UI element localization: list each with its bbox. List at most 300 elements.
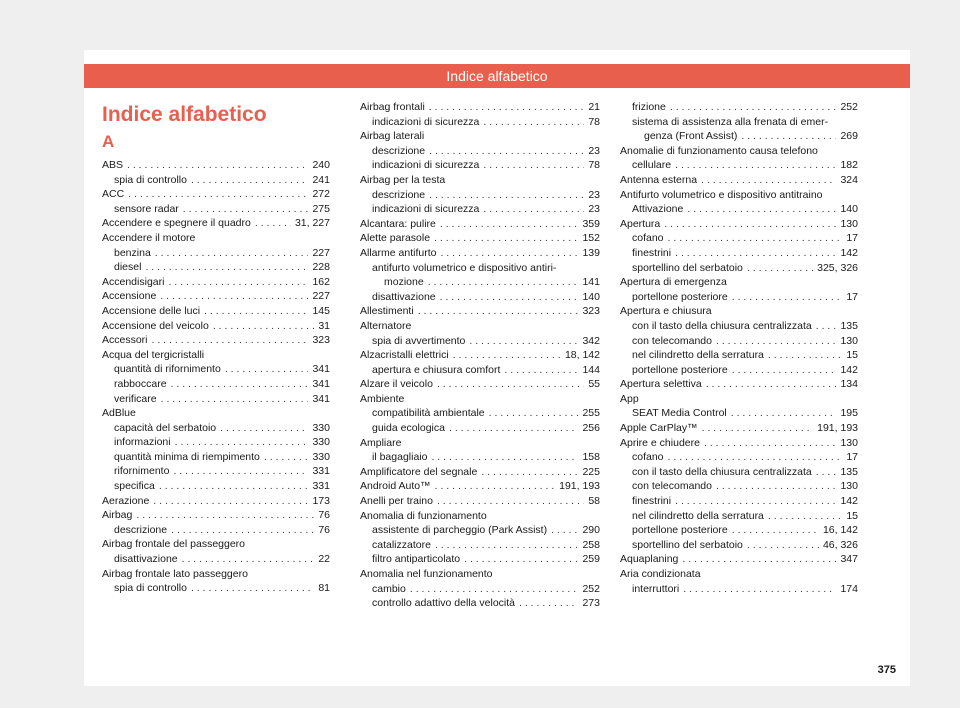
entry-term: mozione (384, 276, 424, 289)
index-entry (620, 538, 858, 553)
entry-term: portellone posteriore (632, 363, 728, 376)
index-entry (620, 509, 858, 524)
dot-leader (440, 246, 578, 261)
entry-page-ref[interactable]: 228 (312, 261, 330, 274)
entry-page-ref[interactable]: 23 (588, 188, 600, 201)
entry-page-ref[interactable]: 323 (582, 305, 600, 318)
dot-leader (182, 552, 315, 567)
entry-term: compatibilità ambientale (372, 407, 485, 420)
index-entry (620, 261, 858, 276)
dot-leader (747, 538, 819, 553)
dot-leader (159, 479, 309, 494)
entry-page-ref[interactable]: 142 (840, 246, 858, 259)
index-entry (360, 538, 600, 553)
dot-leader (204, 304, 308, 319)
dot-leader (483, 115, 584, 130)
index-entry (102, 362, 330, 377)
index-heading: Anomalia nel funzionamento (360, 568, 493, 580)
index-entry (620, 406, 858, 421)
index-column-2 (360, 100, 600, 611)
index-entry (620, 377, 858, 392)
entry-page-ref[interactable]: 342 (582, 334, 600, 347)
entry-page-ref[interactable]: 174 (840, 582, 858, 595)
entry-page-ref[interactable]: 275 (312, 202, 330, 215)
index-entry (360, 465, 600, 480)
index-heading: Accendere il motore (102, 231, 196, 244)
dot-leader (255, 216, 291, 231)
index-entry (620, 494, 858, 509)
entry-page-ref[interactable]: 256 (582, 422, 600, 435)
entry-term: nel cilindretto della serratura (632, 349, 764, 362)
dot-leader (481, 465, 578, 480)
entry-term: cambio (372, 582, 406, 595)
entry-term: indicazioni di sicurezza (372, 115, 480, 128)
dot-leader (768, 348, 842, 363)
index-entry (102, 523, 330, 538)
index-entry (360, 231, 600, 246)
dot-leader (161, 392, 309, 407)
dot-leader (418, 304, 579, 319)
index-entry (102, 581, 330, 596)
entry-term: diesel (114, 261, 142, 274)
entry-page-ref[interactable]: 330 (312, 421, 330, 434)
entry-page-ref[interactable]: 341 (312, 363, 330, 376)
entry-term: capacità del serbatoio (114, 421, 217, 434)
index-entry (360, 582, 600, 597)
index-heading: Airbag per la testa (360, 173, 446, 186)
header-banner: Indice alfabetico (84, 64, 910, 88)
entry-page-ref[interactable]: 269 (840, 130, 858, 143)
entry-term: controllo adattivo della velocità (372, 597, 516, 610)
entry-term: cofano (632, 451, 664, 464)
index-entry (360, 421, 600, 436)
entry-page-ref[interactable]: 17 (846, 290, 858, 303)
entry-page-ref[interactable]: 23 (588, 203, 600, 216)
dot-leader (175, 435, 309, 450)
index-entry (102, 158, 330, 173)
entry-page-ref[interactable]: 162 (312, 275, 330, 288)
entry-term: Apertura (620, 217, 661, 230)
index-entry (620, 231, 858, 246)
dot-leader (464, 552, 578, 567)
entry-page-ref[interactable]: 325, 326 (817, 261, 858, 274)
entry-page-ref[interactable]: 144 (582, 363, 600, 376)
index-entry (620, 319, 858, 334)
entry-page-ref[interactable]: 76 (318, 509, 330, 522)
entry-term: il bagagliaio (372, 451, 428, 464)
entry-page-ref[interactable]: 259 (582, 553, 600, 566)
entry-term: Accensione (102, 290, 157, 303)
entry-term: Alzare il veicolo (360, 378, 433, 391)
index-heading: Anomalia di funzionamento (360, 509, 487, 522)
index-heading: antifurto volumetrico e dispositivo antiri- (372, 261, 557, 274)
index-entry (620, 479, 858, 494)
dot-leader (687, 202, 836, 217)
entry-page-ref[interactable]: 17 (846, 232, 858, 245)
entry-term: cellulare (632, 159, 672, 172)
dot-leader (437, 494, 584, 509)
entry-term: quantità di rifornimento (114, 363, 221, 376)
entry-page-ref[interactable]: 341 (312, 392, 330, 405)
entry-page-ref[interactable]: 130 (840, 480, 858, 493)
dot-leader (483, 158, 584, 173)
entry-page-ref[interactable]: 76 (318, 523, 330, 536)
index-entry (360, 246, 600, 261)
dot-leader (682, 552, 836, 567)
entry-term: con telecomando (632, 334, 712, 347)
entry-page-ref[interactable]: 135 (840, 319, 858, 332)
index-heading: AdBlue (102, 407, 136, 420)
dot-leader (747, 261, 813, 276)
entry-page-ref[interactable]: 130 (840, 334, 858, 347)
entry-term: con il tasto della chiusura centralizzata (632, 319, 812, 332)
entry-page-ref[interactable]: 331 (312, 465, 330, 478)
entry-page-ref[interactable]: 18, 142 (564, 349, 600, 362)
entry-page-ref[interactable]: 182 (840, 159, 858, 172)
entry-term: Airbag frontali (360, 101, 425, 113)
index-entry (360, 596, 600, 611)
index-entry (360, 523, 600, 538)
dot-leader (410, 582, 579, 597)
entry-page-ref[interactable]: 273 (582, 597, 600, 610)
dot-leader (701, 173, 836, 188)
dot-leader (551, 523, 578, 538)
entry-term: ACC (102, 188, 125, 201)
entry-page-ref[interactable]: 130 (840, 436, 858, 449)
entry-term: Apertura selettiva (620, 378, 702, 391)
index-entry (620, 523, 858, 538)
entry-page-ref[interactable]: 31 (318, 319, 330, 332)
entry-page-ref[interactable]: 158 (582, 451, 600, 464)
page-number: 375 (877, 664, 896, 676)
dot-leader (435, 538, 579, 553)
dot-leader (220, 421, 308, 436)
dot-leader (816, 465, 837, 480)
dot-leader (152, 333, 309, 348)
dot-leader (171, 377, 309, 392)
entry-page-ref[interactable]: 191, 193 (817, 422, 858, 435)
entry-term: Aquaplaning (620, 553, 679, 566)
entry-page-ref[interactable]: 347 (840, 553, 858, 566)
index-heading: Apertura e chiusura (620, 305, 712, 318)
entry-page-ref[interactable]: 225 (582, 465, 600, 478)
entry-term: verificare (114, 392, 157, 405)
index-heading: Ambiente (360, 392, 405, 405)
entry-page-ref[interactable]: 58 (588, 495, 600, 508)
entry-page-ref[interactable]: 258 (582, 538, 600, 551)
dot-leader (816, 319, 837, 334)
entry-page-ref[interactable]: 140 (840, 203, 858, 216)
dot-leader (519, 596, 578, 611)
index-entry (360, 217, 600, 232)
index-entry (102, 202, 330, 217)
index-entry (102, 479, 330, 494)
index-heading: Anomalie di funzionamento causa telefono (620, 144, 818, 157)
entry-page-ref[interactable]: 139 (582, 246, 600, 259)
index-entry (102, 319, 330, 334)
entry-term: portellone posteriore (632, 290, 728, 303)
index-entry (620, 129, 858, 144)
entry-term: Allarme antifurto (360, 246, 437, 259)
dot-leader (160, 289, 308, 304)
index-entry (620, 100, 858, 115)
dot-leader (668, 450, 843, 465)
dot-leader (435, 479, 555, 494)
entry-page-ref[interactable]: 252 (840, 101, 858, 113)
entry-page-ref[interactable]: 15 (846, 509, 858, 522)
entry-term: apertura e chiusura comfort (372, 363, 501, 376)
entry-page-ref[interactable]: 78 (588, 115, 600, 128)
entry-page-ref[interactable]: 145 (312, 304, 330, 317)
entry-term: Accensione del veicolo (102, 319, 209, 332)
index-entry (620, 582, 858, 597)
index-entry (620, 363, 858, 378)
dot-leader (675, 246, 836, 261)
entry-term: Aerazione (102, 494, 150, 507)
entry-page-ref[interactable]: 323 (312, 334, 330, 347)
dot-leader (429, 188, 584, 203)
dot-leader (768, 509, 842, 524)
entry-page-ref[interactable]: 191, 193 (559, 480, 600, 493)
entry-term: cofano (632, 232, 664, 245)
index-entry (102, 173, 330, 188)
entry-page-ref[interactable]: 227 (312, 246, 330, 259)
entry-page-ref[interactable]: 330 (312, 436, 330, 449)
index-entry (360, 348, 600, 363)
entry-page-ref[interactable]: 272 (312, 188, 330, 201)
entry-term: Allestimenti (360, 305, 414, 318)
entry-term: spia di controllo (114, 173, 187, 186)
index-entry (360, 275, 600, 290)
dot-leader (264, 450, 309, 465)
dot-leader (469, 334, 578, 349)
entry-page-ref[interactable]: 152 (582, 232, 600, 245)
entry-page-ref[interactable]: 17 (846, 451, 858, 464)
index-entry (102, 289, 330, 304)
dot-leader (440, 290, 579, 305)
entry-page-ref[interactable]: 78 (588, 159, 600, 172)
index-entry (360, 450, 600, 465)
index-entry (102, 187, 330, 202)
dot-leader (675, 158, 836, 173)
index-page (84, 50, 910, 686)
dot-leader (732, 290, 843, 305)
index-entry (620, 348, 858, 363)
entry-term: Airbag (102, 509, 133, 522)
entry-term: Alzacristalli elettrici (360, 349, 449, 362)
entry-page-ref[interactable]: 23 (588, 144, 600, 157)
index-heading: Alternatore (360, 319, 412, 332)
entry-page-ref[interactable]: 227 (312, 290, 330, 303)
entry-page-ref[interactable]: 240 (312, 159, 330, 171)
section-letter: A (102, 132, 115, 151)
entry-term: finestrini (632, 246, 672, 259)
index-entry (620, 202, 858, 217)
entry-page-ref[interactable]: 290 (582, 524, 600, 537)
entry-term: Alette parasole (360, 232, 431, 245)
dot-leader (225, 362, 309, 377)
index-entry (620, 436, 858, 451)
index-entry (102, 392, 330, 407)
index-entry (102, 304, 330, 319)
dot-leader (704, 436, 837, 451)
index-column-1 (102, 158, 330, 596)
entry-page-ref[interactable]: 140 (582, 290, 600, 303)
index-heading: Airbag frontale del passeggero (102, 538, 246, 551)
index-entry (102, 464, 330, 479)
index-entry (360, 100, 600, 115)
entry-page-ref[interactable]: 21 (588, 101, 600, 113)
entry-page-ref[interactable]: 359 (582, 217, 600, 230)
entry-term: Accensione delle luci (102, 304, 201, 317)
index-entry (620, 450, 858, 465)
entry-term: assistente di parcheggio (Park Assist) (372, 524, 548, 537)
index-entry (360, 552, 600, 567)
entry-page-ref[interactable]: 15 (846, 349, 858, 362)
index-entry (360, 158, 600, 173)
index-entry (102, 508, 330, 523)
dot-leader (168, 275, 308, 290)
dot-leader (716, 334, 836, 349)
dot-leader (670, 100, 837, 115)
entry-term: sportellino del serbatoio (632, 261, 743, 274)
entry-term: descrizione (372, 188, 426, 201)
index-entry (360, 334, 600, 349)
entry-term: SEAT Media Control (632, 407, 727, 420)
entry-term: spia di avvertimento (372, 334, 466, 347)
entry-term: spia di controllo (114, 582, 187, 595)
entry-term: catalizzatore (372, 538, 431, 551)
index-entry (102, 333, 330, 348)
index-heading: Aria condizionata (620, 568, 701, 580)
index-heading: App (620, 392, 639, 405)
entry-term: disattivazione (372, 290, 436, 303)
dot-leader (173, 464, 308, 479)
index-entry (620, 158, 858, 173)
dot-leader (483, 202, 584, 217)
index-entry (360, 144, 600, 159)
index-entry (360, 479, 600, 494)
entry-term: filtro antiparticolato (372, 553, 461, 566)
entry-page-ref[interactable]: 31, 227 (294, 217, 330, 230)
dot-leader (191, 581, 314, 596)
dot-leader (702, 421, 814, 436)
entry-page-ref[interactable]: 252 (582, 582, 600, 595)
entry-page-ref[interactable]: 22 (318, 553, 330, 566)
entry-term: interruttori (632, 582, 680, 595)
entry-term: nel cilindretto della serratura (632, 509, 764, 522)
entry-term: genza (Front Assist) (644, 130, 738, 143)
dot-leader (429, 100, 585, 115)
dot-leader (127, 158, 308, 173)
index-heading: Ampliare (360, 436, 402, 449)
entry-page-ref[interactable]: 55 (588, 378, 600, 391)
entry-page-ref[interactable]: 142 (840, 495, 858, 508)
index-entry (360, 406, 600, 421)
index-entry (102, 494, 330, 509)
index-entry (620, 217, 858, 232)
index-entry (360, 494, 600, 509)
dot-leader (171, 523, 314, 538)
entry-page-ref[interactable]: 16, 142 (822, 524, 858, 537)
dot-leader (664, 217, 836, 232)
entry-page-ref[interactable]: 134 (840, 378, 858, 391)
index-entry (620, 173, 858, 188)
entry-term: descrizione (114, 523, 168, 536)
entry-page-ref[interactable]: 142 (840, 363, 858, 376)
index-entry (102, 216, 330, 231)
index-column-3 (620, 100, 858, 596)
entry-page-ref[interactable]: 130 (840, 217, 858, 230)
entry-term: Android Auto™ (360, 480, 431, 493)
dot-leader (136, 508, 314, 523)
index-entry (102, 450, 330, 465)
index-entry (102, 275, 330, 290)
index-entry (102, 435, 330, 450)
entry-page-ref[interactable]: 331 (312, 480, 330, 493)
index-heading: Acqua del tergicristalli (102, 348, 205, 361)
entry-term: quantità minima di riempimento (114, 450, 260, 463)
dot-leader (128, 187, 308, 202)
entry-page-ref[interactable]: 135 (840, 465, 858, 478)
dot-leader (437, 377, 584, 392)
entry-term: Apple CarPlay™ (620, 422, 698, 435)
dot-leader (183, 202, 309, 217)
entry-term: Alcantara: pulire (360, 217, 436, 230)
dot-leader (213, 319, 314, 334)
entry-term: Antenna esterna (620, 173, 698, 186)
dot-leader (675, 494, 836, 509)
index-heading: Airbag frontale lato passeggero (102, 567, 248, 580)
dot-leader (153, 494, 308, 509)
entry-page-ref[interactable]: 324 (840, 173, 858, 186)
index-heading: Apertura di emergenza (620, 276, 727, 289)
index-entry (360, 115, 600, 130)
index-heading: Airbag laterali (360, 130, 425, 143)
entry-page-ref[interactable]: 341 (312, 377, 330, 390)
dot-leader (683, 582, 836, 597)
entry-term: Accendisigari (102, 275, 165, 288)
entry-page-ref[interactable]: 195 (840, 407, 858, 420)
entry-term: descrizione (372, 144, 426, 157)
dot-leader (155, 246, 309, 261)
entry-term: benzina (114, 246, 151, 259)
index-entry (360, 377, 600, 392)
entry-page-ref[interactable]: 241 (312, 173, 330, 186)
index-entry (102, 421, 330, 436)
dot-leader (668, 231, 843, 246)
dot-leader (191, 173, 309, 188)
dot-leader (145, 260, 308, 275)
entry-page-ref[interactable]: 255 (582, 407, 600, 420)
entry-page-ref[interactable]: 141 (582, 276, 600, 289)
entry-page-ref[interactable]: 173 (312, 494, 330, 507)
entry-term: Anelli per traino (360, 495, 433, 508)
index-heading: Antifurto volumetrico e dispositivo antitraino (620, 188, 823, 201)
dot-leader (716, 479, 836, 494)
entry-page-ref[interactable]: 330 (312, 450, 330, 463)
entry-term: informazioni (114, 436, 171, 449)
entry-term: con il tasto della chiusura centralizzata (632, 465, 812, 478)
entry-term: guida ecologica (372, 422, 445, 435)
entry-term: Accessori (102, 334, 148, 347)
entry-term: Aprire e chiudere (620, 436, 700, 449)
entry-page-ref[interactable]: 46, 326 (822, 538, 858, 551)
entry-term: specifica (114, 480, 155, 493)
index-entry (620, 421, 858, 436)
entry-page-ref[interactable]: 81 (318, 582, 330, 595)
dot-leader (706, 377, 837, 392)
